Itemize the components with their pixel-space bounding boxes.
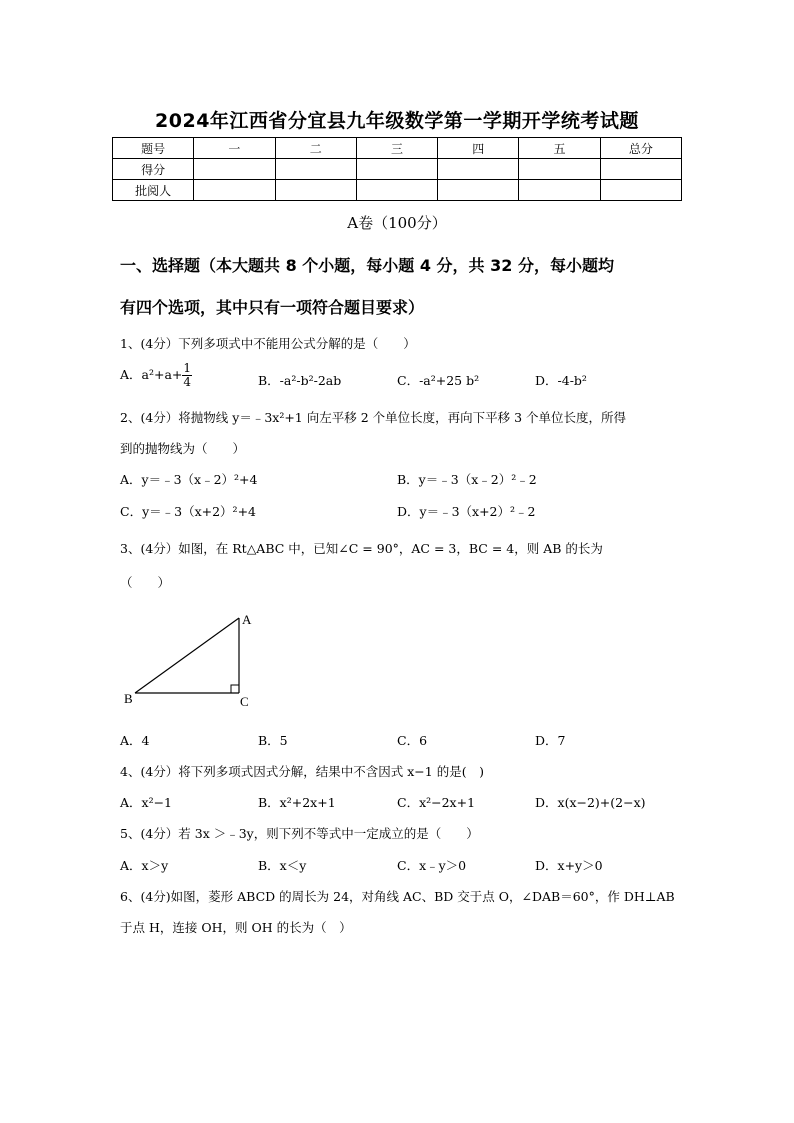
q4-option-c: C．x²−2x+1 [397,795,476,810]
q2-option-b: B．y＝﹣3（x﹣2）²﹣2 [397,472,537,487]
table-cell: 二 [275,138,356,159]
q5-option-b: B．x＜y [258,858,307,873]
right-triangle-figure [118,605,268,713]
q4-option-a: A．x²−1 [120,795,173,810]
vertex-label-c: C [240,694,249,709]
vertex-label-a: A [242,612,252,627]
q2-option-d: D．y＝﹣3（x+2）²﹣2 [397,504,536,519]
q2-option-a: A．y＝﹣3（x﹣2）²+4 [120,472,258,487]
q3-option-b: B．5 [258,733,288,748]
page-title: 2024年江西省分宜县九年级数学第一学期开学统考试题 [155,110,639,132]
q3-option-c: C．6 [397,733,428,748]
score-table-row [113,159,682,180]
question-4-stem: 4、(4分）将下列多项式因式分解，结果中不含因式 x−1 的是( ) [120,764,484,779]
question-2-stem-line1: 2、(4分）将抛物线 y＝﹣3x²+1 向左平移 2 个单位长度，再向下平移 3 个单位长度，所得 [120,410,627,425]
triangle-side-ab [135,618,239,693]
table-cell: 题号 [113,138,194,159]
score-table [112,137,682,201]
table-cell-empty [275,159,356,180]
table-cell-empty [600,159,681,180]
table-cell: 一 [194,138,275,159]
fraction-numerator: 1 [183,361,192,375]
q4-option-b: B．x²+2x+1 [258,795,336,810]
table-cell-empty [194,159,275,180]
fraction [182,362,192,389]
table-cell-empty [519,180,600,201]
fraction-denominator: 4 [183,375,192,389]
table-cell-empty [600,180,681,201]
question-1-stem: 1、(4分）下列多项式中不能用公式分解的是（ ） [120,336,416,351]
part1-title-line2: 有四个选项，其中只有一项符合题目要求） [120,298,425,317]
q1-option-a [120,362,192,389]
vertex-label-b: B [124,691,133,706]
table-cell: 得分 [113,159,194,180]
table-cell-empty [438,180,519,201]
table-cell: 五 [519,138,600,159]
q3-option-d: D．7 [535,733,566,748]
table-cell-empty [194,180,275,201]
table-cell-empty [356,180,437,201]
table-cell: 四 [438,138,519,159]
table-cell-empty [275,180,356,201]
section-a-heading: A卷（100分） [347,214,447,232]
table-cell-empty [519,159,600,180]
q5-option-a: A．x＞y [120,858,169,873]
question-3-stem-line2: （ ） [120,575,171,590]
q5-option-c: C．x﹣y＞0 [397,858,467,873]
table-cell: 总分 [600,138,681,159]
question-6-stem-line2: 于点 H，连接 OH，则 OH 的长为（ ） [120,920,352,935]
q1-option-a-text: A．a²+a+ [120,367,183,382]
part1-title-line1: 一、选择题（本大题共 8 个小题，每小题 4 分，共 32 分，每小题均 [120,256,614,275]
table-cell: 三 [356,138,437,159]
q5-option-d: D．x+y＞0 [535,858,603,873]
q4-option-d: D．x(x−2)+(2−x) [535,795,646,810]
score-table-row [113,180,682,201]
right-angle-mark [231,685,239,693]
table-cell-empty [356,159,437,180]
score-table-header-row [113,138,682,159]
q2-option-c: C．y＝﹣3（x+2）²+4 [120,504,256,519]
question-5-stem: 5、(4分）若 3x ＞﹣3y，则下列不等式中一定成立的是（ ） [120,826,479,841]
q1-option-b: B．-a²-b²-2ab [258,373,342,388]
question-6-stem-line1: 6、(4分)如图，菱形 ABCD 的周长为 24，对角线 AC、BD 交于点 O，∠DAB＝60°，作 DH⊥AB [120,889,675,904]
question-2-stem-line2: 到的抛物线为（ ） [120,441,246,456]
table-cell: 批阅人 [113,180,194,201]
table-cell-empty [438,159,519,180]
question-3-stem-line1: 3、(4分）如图，在 Rt△ABC 中，已知∠C = 90°，AC = 3，BC = 4，则 AB 的长为 [120,541,603,556]
q3-option-a: A．4 [120,733,150,748]
q1-option-d: D．-4-b² [535,373,587,388]
q1-option-c: C．-a²+25 b² [397,373,480,388]
